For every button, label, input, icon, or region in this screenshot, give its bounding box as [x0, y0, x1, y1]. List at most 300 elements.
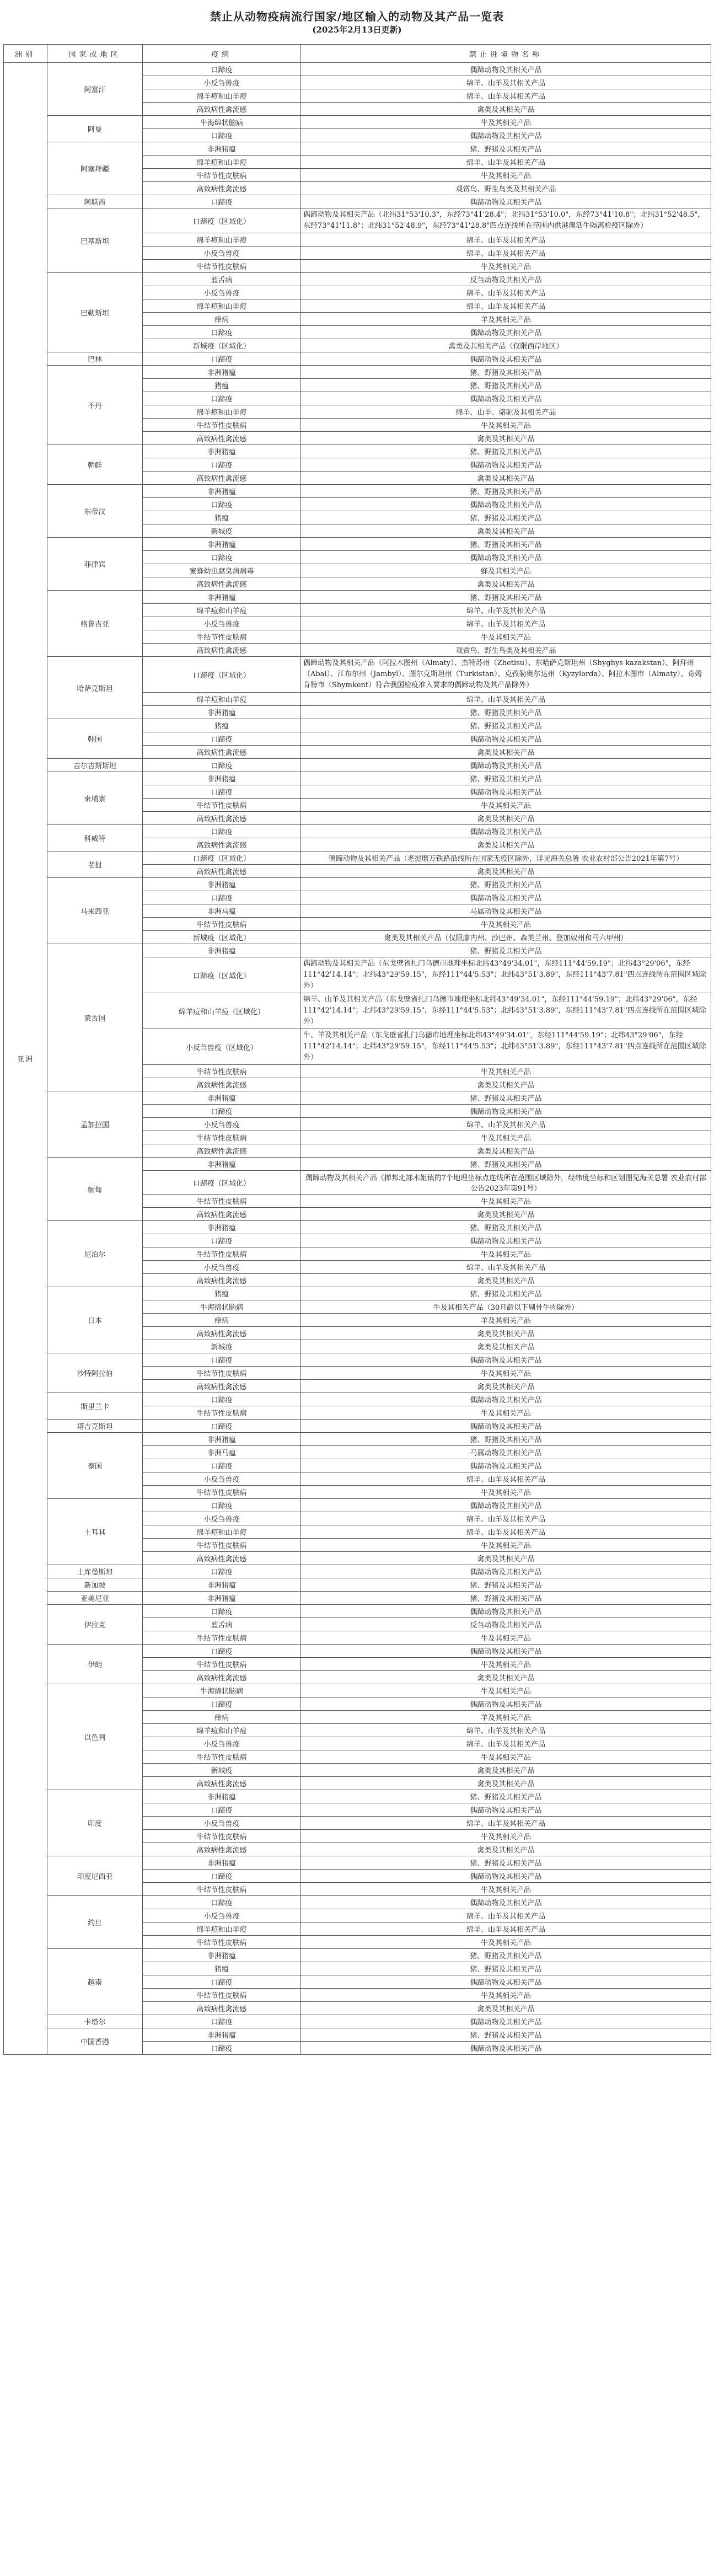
country-cell: 以色列 [47, 1684, 143, 1790]
disease-cell: 绵羊痘和山羊痘 [143, 1525, 301, 1539]
product-cell: 猪、野猪及其相关产品 [301, 366, 711, 379]
disease-cell: 非洲猪瘟 [143, 2028, 301, 2042]
product-cell: 偶蹄动物及其相关产品 [301, 1420, 711, 1433]
table-row [4, 657, 711, 693]
table-row [4, 1420, 711, 1433]
disease-cell: 非洲猪瘟 [143, 1578, 301, 1592]
table-row [4, 1896, 711, 1909]
product-cell: 禽类及其相关产品 [301, 1552, 711, 1565]
country-cell: 韩国 [47, 719, 143, 759]
product-cell: 绵羊、山羊及其相关产品 [301, 76, 711, 89]
disease-cell: 口蹄疫 [143, 1975, 301, 1989]
disease-cell: 牛结节性皮肤病 [143, 799, 301, 812]
disease-cell: 口蹄疫 [143, 1605, 301, 1618]
disease-cell: 小反刍兽疫 [143, 247, 301, 260]
product-cell: 猪、野猪及其相关产品 [301, 538, 711, 551]
product-cell: 禽类及其相关产品 [301, 1327, 711, 1340]
disease-cell: 新城疫 [143, 524, 301, 538]
product-cell: 牛及其相关产品 [301, 1684, 711, 1697]
disease-cell: 高致病性禽流感 [143, 577, 301, 591]
disease-cell: 口蹄疫 [143, 732, 301, 746]
product-cell: 猪、野猪及其相关产品 [301, 591, 711, 604]
country-cell: 约旦 [47, 1896, 143, 1949]
product-cell: 禽类及其相关产品 [301, 2002, 711, 2015]
disease-cell: 猪瘟 [143, 379, 301, 392]
disease-cell: 小反刍兽疫 [143, 1261, 301, 1274]
disease-cell: 高致病性禽流感 [143, 1380, 301, 1393]
product-cell: 牛及其相关产品 [301, 1065, 711, 1078]
table-row [4, 1605, 711, 1618]
disease-cell: 高致病性禽流感 [143, 865, 301, 878]
product-cell: 偶蹄动物及其相关产品（掸邦北部木姐镇的7个地理坐标点连线所在范围区域除外，经纬度坐标和区划图见海关总署 农业农村部公告2023年第91号） [301, 1171, 711, 1195]
product-cell: 绵羊、山羊及其相关产品 [301, 299, 711, 313]
country-cell: 中国香港 [47, 2028, 143, 2055]
product-cell: 蜂及其相关产品 [301, 564, 711, 577]
disease-cell: 绵羊痘和山羊痘 [143, 604, 301, 617]
country-cell: 阿塞拜疆 [47, 142, 143, 195]
disease-cell: 牛结节性皮肤病 [143, 1247, 301, 1261]
product-cell: 偶蹄动物及其相关产品（东戈壁省扎门乌德市地理坐标北纬43°49'34.01"，东经111°44'59.19"；北纬43°29'06"，东经111°42'14.14"；北纬43°29'59.15"，东经111°44'5.53"；北纬43°51'3.89"，东经111°43'7.81"四点连线所在范围区域除外） [301, 957, 711, 993]
disease-cell: 非洲猪瘟 [143, 944, 301, 957]
table-row [4, 1565, 711, 1578]
disease-cell: 猪瘟 [143, 719, 301, 732]
product-cell: 猪、野猪及其相关产品 [301, 511, 711, 524]
table-row [4, 142, 711, 156]
disease-cell: 口蹄疫 [143, 1896, 301, 1909]
product-cell: 猪、野猪及其相关产品 [301, 1962, 711, 1975]
country-cell: 蒙古国 [47, 944, 143, 1091]
disease-cell: 小反刍兽疫 [143, 1472, 301, 1486]
product-cell: 偶蹄动物及其相关产品 [301, 352, 711, 366]
disease-cell: 牛结节性皮肤病 [143, 260, 301, 273]
disease-cell: 绵羊痘和山羊痘（区域化） [143, 993, 301, 1029]
table-row [4, 1287, 711, 1300]
product-cell: 羊及其相关产品 [301, 1711, 711, 1724]
product-cell: 禽类及其相关产品 [301, 1380, 711, 1393]
country-cell: 缅甸 [47, 1158, 143, 1221]
country-cell: 越南 [47, 1949, 143, 2015]
product-cell: 偶蹄动物及其相关产品 [301, 1105, 711, 1118]
disease-cell: 高致病性禽流感 [143, 432, 301, 445]
disease-cell: 牛结节性皮肤病 [143, 1750, 301, 1764]
disease-cell: 口蹄疫 [143, 825, 301, 838]
table-row [4, 878, 711, 891]
table-row [4, 825, 711, 838]
continent-cell: 亚洲 [4, 63, 47, 2055]
table-row [4, 195, 711, 208]
disease-cell: 牛结节性皮肤病 [143, 1065, 301, 1078]
disease-cell: 牛结节性皮肤病 [143, 630, 301, 644]
country-cell: 吉尔吉斯斯坦 [47, 759, 143, 772]
product-cell: 绵羊、山羊及其相关产品 [301, 1261, 711, 1274]
disease-cell: 牛结节性皮肤病 [143, 1367, 301, 1380]
table-row [4, 1221, 711, 1234]
table-row [4, 772, 711, 785]
product-cell: 牛及其相关产品 [301, 1750, 711, 1764]
disease-cell: 小反刍兽疫（区域化） [143, 1029, 301, 1065]
country-cell: 哈萨克斯坦 [47, 657, 143, 719]
disease-cell: 非洲马瘟 [143, 904, 301, 918]
table-row [4, 366, 711, 379]
product-cell: 偶蹄动物及其相关产品 [301, 1565, 711, 1578]
product-cell: 偶蹄动物及其相关产品 [301, 195, 711, 208]
product-cell: 绵羊、山羊及其相关产品 [301, 1909, 711, 1922]
country-cell: 日本 [47, 1287, 143, 1353]
table-row [4, 273, 711, 286]
table-row [4, 1393, 711, 1406]
disease-cell: 小反刍兽疫 [143, 1118, 301, 1131]
product-cell: 禽类及其相关产品 [301, 1671, 711, 1684]
country-cell: 孟加拉国 [47, 1091, 143, 1158]
table-row [4, 1091, 711, 1105]
disease-cell: 高致病性禽流感 [143, 1327, 301, 1340]
table-row [4, 1578, 711, 1592]
disease-cell: 口蹄疫 [143, 1420, 301, 1433]
disease-cell: 高致病性禽流感 [143, 812, 301, 825]
disease-cell: 口蹄疫 [143, 2042, 301, 2055]
disease-cell: 口蹄疫 [143, 458, 301, 472]
product-cell: 绵羊、山羊及其相关产品 [301, 247, 711, 260]
disease-cell: 口蹄疫 [143, 1234, 301, 1247]
product-cell: 绵羊、山羊及其相关产品 [301, 1512, 711, 1525]
disease-cell: 牛结节性皮肤病 [143, 1936, 301, 1949]
country-cell: 斯里兰卡 [47, 1393, 143, 1420]
disease-cell: 口蹄疫（区域化） [143, 957, 301, 993]
table-row [4, 1684, 711, 1697]
disease-cell: 小反刍兽疫 [143, 286, 301, 299]
country-cell: 亚美尼亚 [47, 1592, 143, 1605]
product-cell: 牛及其相关产品 [301, 1883, 711, 1896]
product-cell: 偶蹄动物及其相关产品 [301, 2015, 711, 2028]
header-disease: 疫病 [143, 45, 301, 63]
disease-cell: 高致病性禽流感 [143, 1144, 301, 1158]
product-cell: 牛及其相关产品 [301, 1486, 711, 1499]
disease-cell: 牛结节性皮肤病 [143, 169, 301, 182]
country-cell: 塔吉克斯坦 [47, 1420, 143, 1433]
product-cell: 观赏鸟、野生鸟类及其相关产品 [301, 182, 711, 195]
country-cell: 土库曼斯坦 [47, 1565, 143, 1578]
disease-cell: 非洲猪瘟 [143, 538, 301, 551]
disease-cell: 非洲猪瘟 [143, 1221, 301, 1234]
product-cell: 偶蹄动物及其相关产品 [301, 129, 711, 142]
product-cell: 偶蹄动物及其相关产品 [301, 891, 711, 904]
product-cell: 偶蹄动物及其相关产品 [301, 1896, 711, 1909]
country-cell: 沙特阿拉伯 [47, 1353, 143, 1393]
disease-cell: 口蹄疫 [143, 1353, 301, 1367]
product-cell: 偶蹄动物及其相关产品 [301, 1870, 711, 1883]
product-cell: 偶蹄动物及其相关产品 [301, 392, 711, 405]
product-cell: 绵羊、山羊及其相关产品 [301, 156, 711, 169]
product-cell: 偶蹄动物及其相关产品 [301, 1459, 711, 1472]
product-cell: 牛及其相关产品 [301, 1247, 711, 1261]
disease-cell: 猪瘟 [143, 511, 301, 524]
disease-cell: 口蹄疫 [143, 551, 301, 564]
product-cell: 偶蹄动物及其相关产品 [301, 63, 711, 76]
disease-cell: 口蹄疫 [143, 498, 301, 511]
country-cell: 尼泊尔 [47, 1221, 143, 1287]
product-cell: 禽类及其相关产品 [301, 577, 711, 591]
product-cell: 偶蹄动物及其相关产品 [301, 1499, 711, 1512]
disease-cell: 高致病性禽流感 [143, 103, 301, 116]
product-cell: 偶蹄动物及其相关产品 [301, 326, 711, 339]
product-cell: 猪、野猪及其相关产品 [301, 719, 711, 732]
disease-cell: 高致病性禽流感 [143, 1843, 301, 1856]
product-cell: 猪、野猪及其相关产品 [301, 1433, 711, 1446]
prohibited-items-table [3, 44, 711, 2055]
disease-cell: 牛结节性皮肤病 [143, 1830, 301, 1843]
product-cell: 猪、野猪及其相关产品 [301, 1091, 711, 1105]
product-cell: 偶蹄动物及其相关产品（北纬31°53'10.3"，东经73°41'28.4"；北纬31°53'10.0"，东经73°41'10.8"；北纬31°52'48.5"，东经73°41'11.8"；北纬31°52'48.9"，东经73°41'28.8"四点连线所在范围内供港澳活牛隔离检疫区除外） [301, 208, 711, 233]
disease-cell: 牛结节性皮肤病 [143, 1195, 301, 1208]
disease-cell: 口蹄疫 [143, 1459, 301, 1472]
product-cell: 牛及其相关产品 [301, 419, 711, 432]
country-cell: 阿富汗 [47, 63, 143, 116]
country-cell: 阿联酋 [47, 195, 143, 208]
country-cell: 朝鲜 [47, 445, 143, 485]
product-cell: 禽类及其相关产品 [301, 1340, 711, 1353]
country-cell: 不丹 [47, 366, 143, 445]
disease-cell: 口蹄疫 [143, 1803, 301, 1817]
product-cell: 牛及其相关产品 [301, 799, 711, 812]
country-cell: 阿曼 [47, 116, 143, 142]
product-cell: 偶蹄动物及其相关产品 [301, 1234, 711, 1247]
disease-cell: 高致病性禽流感 [143, 1208, 301, 1221]
product-cell: 偶蹄动物及其相关产品 [301, 785, 711, 799]
product-cell: 羊及其相关产品 [301, 1314, 711, 1327]
product-cell: 绵羊、山羊及其相关产品 [301, 1817, 711, 1830]
country-cell: 科威特 [47, 825, 143, 851]
table-row [4, 485, 711, 498]
disease-cell: 非洲猪瘟 [143, 1091, 301, 1105]
table-row [4, 2015, 711, 2028]
disease-cell: 非洲猪瘟 [143, 591, 301, 604]
product-cell: 偶蹄动物及其相关产品 [301, 551, 711, 564]
disease-cell: 绵羊痘和山羊痘 [143, 405, 301, 419]
disease-cell: 绵羊痘和山羊痘 [143, 693, 301, 706]
table-row [4, 445, 711, 458]
disease-cell: 口蹄疫（区域化） [143, 1171, 301, 1195]
country-cell: 印度 [47, 1790, 143, 1856]
product-cell: 禽类及其相关产品 [301, 1078, 711, 1091]
product-cell: 绵羊、山羊及其相关产品 [301, 693, 711, 706]
disease-cell: 新城疫 [143, 1340, 301, 1353]
product-cell: 牛、羊及其相关产品（东戈壁省扎门乌德市地理坐标北纬43°49'34.01"，东经111°44'59.19"；北纬43°29'06"，东经111°42'14.14"；北纬43°29'59.15"，东经111°44'5.53"；北纬43°51'3.89"，东经111°43'7.81"四点连线所在范围区域除外） [301, 1029, 711, 1065]
disease-cell: 非洲猪瘟 [143, 706, 301, 719]
product-cell: 禽类及其相关产品 [301, 838, 711, 851]
disease-cell: 蜜蜂幼虫腐臭病病毒 [143, 564, 301, 577]
disease-cell: 新城疫（区域化） [143, 339, 301, 352]
disease-cell: 非洲猪瘟 [143, 878, 301, 891]
product-cell: 禽类及其相关产品 [301, 1274, 711, 1287]
country-cell: 东帝汶 [47, 485, 143, 538]
product-cell: 禽类及其相关产品 [301, 1208, 711, 1221]
product-cell: 猪、野猪及其相关产品 [301, 445, 711, 458]
header-product: 禁止进境物名称 [301, 45, 711, 63]
disease-cell: 非洲猪瘟 [143, 772, 301, 785]
table-row [4, 591, 711, 604]
product-cell: 禽类及其相关产品 [301, 472, 711, 485]
disease-cell: 绵羊痘和山羊痘 [143, 1922, 301, 1936]
product-cell: 偶蹄动物及其相关产品 [301, 732, 711, 746]
product-cell: 猪、野猪及其相关产品 [301, 1158, 711, 1171]
disease-cell: 非洲猪瘟 [143, 1433, 301, 1446]
disease-cell: 非洲猪瘟 [143, 1592, 301, 1605]
disease-cell: 绵羊痘和山羊痘 [143, 299, 301, 313]
product-cell: 猪、野猪及其相关产品 [301, 485, 711, 498]
disease-cell: 非洲猪瘟 [143, 445, 301, 458]
disease-cell: 高致病性禽流感 [143, 838, 301, 851]
product-cell: 偶蹄动物及其相关产品 [301, 825, 711, 838]
table-row [4, 208, 711, 233]
disease-cell: 牛海绵状脑病 [143, 1300, 301, 1314]
product-cell: 绵羊、山羊及其相关产品（东戈壁省扎门乌德市地理坐标北纬43°49'34.01"，东经111°44'59.19"；北纬43°29'06"，东经111°42'14.14"；北纬43°29'59.15"，东经111°44'5.53"；北纬43°51'3.89"，东经111°43'7.81"四点连线所在范围区域除外） [301, 993, 711, 1029]
product-cell: 猪、野猪及其相关产品 [301, 2028, 711, 2042]
product-cell: 绵羊、山羊及其相关产品 [301, 617, 711, 630]
product-cell: 猪、野猪及其相关产品 [301, 878, 711, 891]
product-cell: 反刍动物及其相关产品 [301, 273, 711, 286]
product-cell: 偶蹄动物及其相关产品 [301, 1697, 711, 1711]
disease-cell: 口蹄疫 [143, 1565, 301, 1578]
country-cell: 巴基斯坦 [47, 208, 143, 273]
disease-cell: 牛结节性皮肤病 [143, 1658, 301, 1671]
disease-cell: 牛海绵状脑病 [143, 1684, 301, 1697]
table-row [4, 1592, 711, 1605]
disease-cell: 口蹄疫（区域化） [143, 657, 301, 693]
product-cell: 猪、野猪及其相关产品 [301, 1592, 711, 1605]
disease-cell: 新城疫（区域化） [143, 931, 301, 944]
product-cell: 牛及其相关产品 [301, 116, 711, 129]
disease-cell: 口蹄疫 [143, 1645, 301, 1658]
disease-cell: 口蹄疫 [143, 392, 301, 405]
product-cell: 偶蹄动物及其相关产品 [301, 498, 711, 511]
disease-cell: 牛结节性皮肤病 [143, 1131, 301, 1144]
disease-cell: 高致病性禽流感 [143, 1671, 301, 1684]
product-cell: 牛及其相关产品 [301, 1406, 711, 1420]
country-cell: 土耳其 [47, 1499, 143, 1565]
disease-cell: 绵羊痘和山羊痘 [143, 156, 301, 169]
product-cell: 牛及其相关产品 [301, 1830, 711, 1843]
table-row [4, 2028, 711, 2042]
product-cell: 禽类及其相关产品 [301, 1764, 711, 1777]
disease-cell: 非洲猪瘟 [143, 142, 301, 156]
country-cell: 卡塔尔 [47, 2015, 143, 2028]
product-cell: 牛及其相关产品（30月龄以下剔骨牛肉除外） [301, 1300, 711, 1314]
product-cell: 羊及其相关产品 [301, 313, 711, 326]
disease-cell: 高致病性禽流感 [143, 472, 301, 485]
country-cell: 老挝 [47, 851, 143, 878]
product-cell: 禽类及其相关产品 [301, 1843, 711, 1856]
disease-cell: 口蹄疫 [143, 1870, 301, 1883]
product-cell: 偶蹄动物及其相关产品 [301, 1803, 711, 1817]
disease-cell: 非洲马瘟 [143, 1446, 301, 1459]
product-cell: 马属动物及其相关产品 [301, 1446, 711, 1459]
product-cell: 牛及其相关产品 [301, 1131, 711, 1144]
disease-cell: 非洲猪瘟 [143, 366, 301, 379]
product-cell: 猪、野猪及其相关产品 [301, 944, 711, 957]
table-row [4, 944, 711, 957]
product-cell: 牛及其相关产品 [301, 1936, 711, 1949]
disease-cell: 口蹄疫 [143, 195, 301, 208]
country-cell: 泰国 [47, 1433, 143, 1499]
disease-cell: 口蹄疫 [143, 129, 301, 142]
disease-cell: 高致病性禽流感 [143, 1552, 301, 1565]
product-cell: 绵羊、山羊及其相关产品 [301, 1737, 711, 1750]
disease-cell: 牛结节性皮肤病 [143, 1631, 301, 1645]
product-cell: 偶蹄动物及其相关产品 [301, 759, 711, 772]
product-cell: 猪、野猪及其相关产品 [301, 379, 711, 392]
table-row [4, 1790, 711, 1803]
disease-cell: 口蹄疫 [143, 2015, 301, 2028]
product-cell: 牛及其相关产品 [301, 1195, 711, 1208]
table-row [4, 1499, 711, 1512]
disease-cell: 非洲猪瘟 [143, 1790, 301, 1803]
disease-cell: 小反刍兽疫 [143, 1817, 301, 1830]
disease-cell: 牛结节性皮肤病 [143, 419, 301, 432]
table-row [4, 1856, 711, 1870]
product-cell: 牛及其相关产品 [301, 169, 711, 182]
header-country: 国家或地区 [47, 45, 143, 63]
disease-cell: 高致病性禽流感 [143, 182, 301, 195]
disease-cell: 痒病 [143, 1711, 301, 1724]
product-cell: 猪、野猪及其相关产品 [301, 772, 711, 785]
disease-cell: 口蹄疫 [143, 1105, 301, 1118]
disease-cell: 牛结节性皮肤病 [143, 1989, 301, 2002]
product-cell: 禽类及其相关产品 [301, 812, 711, 825]
product-cell: 绵羊、山羊及其相关产品 [301, 89, 711, 103]
table-row [4, 1353, 711, 1367]
product-cell: 猪、野猪及其相关产品 [301, 1856, 711, 1870]
product-cell: 禽类及其相关产品 [301, 746, 711, 759]
disease-cell: 非洲猪瘟 [143, 1158, 301, 1171]
table-body [4, 63, 711, 2055]
product-cell: 偶蹄动物及其相关产品（阿拉木图州（Almaty）、杰特苏州（Zhetisu）、东哈萨克斯坦州（Shyghys kazakstan）、阿拜州（Abai）、江布尔州（Jambyl）、图尔克斯坦州（Turkistan）、克孜勒奥尔达州（Kyzylorda）、阿拉木图市（Almaty）、奇姆肯特市（Shymkent）符合我国检疫准入要求的偶蹄动物及其产品除外） [301, 657, 711, 693]
product-cell: 偶蹄动物及其相关产品 [301, 1645, 711, 1658]
country-cell: 格鲁吉亚 [47, 591, 143, 657]
disease-cell: 绵羊痘和山羊痘 [143, 233, 301, 247]
disease-cell: 痒病 [143, 313, 301, 326]
table-row [4, 851, 711, 865]
country-cell: 新加坡 [47, 1578, 143, 1592]
table-row [4, 1158, 711, 1171]
disease-cell: 口蹄疫 [143, 1393, 301, 1406]
product-cell: 偶蹄动物及其相关产品 [301, 1393, 711, 1406]
product-cell: 禽类及其相关产品 [301, 865, 711, 878]
product-cell: 猪、野猪及其相关产品 [301, 1578, 711, 1592]
disease-cell: 高致病性禽流感 [143, 1777, 301, 1790]
product-cell: 观赏鸟、野生鸟类及其相关产品 [301, 644, 711, 657]
disease-cell: 高致病性禽流感 [143, 1078, 301, 1091]
product-cell: 牛及其相关产品 [301, 1631, 711, 1645]
country-cell: 巴勒斯坦 [47, 273, 143, 352]
disease-cell: 高致病性禽流感 [143, 746, 301, 759]
product-cell: 猪、野猪及其相关产品 [301, 1221, 711, 1234]
product-cell: 牛及其相关产品 [301, 260, 711, 273]
product-cell: 牛及其相关产品 [301, 1367, 711, 1380]
product-cell: 猪、野猪及其相关产品 [301, 1790, 711, 1803]
disease-cell: 蓝舌病 [143, 1618, 301, 1631]
product-cell: 禽类及其相关产品 [301, 1777, 711, 1790]
disease-cell: 口蹄疫 [143, 352, 301, 366]
disease-cell: 口蹄疫 [143, 891, 301, 904]
country-cell: 伊朗 [47, 1645, 143, 1684]
country-cell: 柬埔寨 [47, 772, 143, 825]
product-cell: 偶蹄动物及其相关产品 [301, 1605, 711, 1618]
country-cell: 伊拉克 [47, 1605, 143, 1645]
product-cell: 禽类及其相关产品（仅限西岸地区） [301, 339, 711, 352]
product-cell: 牛及其相关产品 [301, 1989, 711, 2002]
product-cell: 牛及其相关产品 [301, 918, 711, 931]
disease-cell: 高致病性禽流感 [143, 2002, 301, 2015]
